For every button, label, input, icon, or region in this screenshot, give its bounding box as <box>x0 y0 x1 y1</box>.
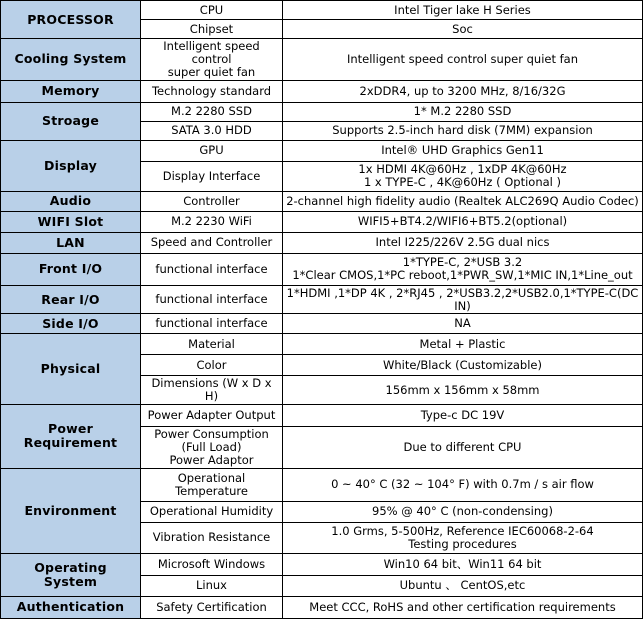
value-cell <box>283 161 643 191</box>
item-cell: Speed and Controller <box>141 232 283 253</box>
text-line: Testing procedures <box>408 536 517 551</box>
text-line: System <box>43 573 98 589</box>
value-cell: 95% @ 40° C (non-condensing) <box>283 501 643 522</box>
text-line: Temperature <box>175 483 248 498</box>
item-cell: M.2 2280 SSD <box>141 102 283 121</box>
item-cell: Technology standard <box>141 80 283 102</box>
text-line: Power <box>48 421 93 437</box>
item-cell: Vibration Resistance <box>141 522 283 553</box>
text-line: Requirement <box>23 435 118 451</box>
value-cell: WIFI5+BT4.2/WIFI6+BT5.2(optional) <box>283 211 643 232</box>
item-cell: GPU <box>141 140 283 161</box>
category-cell: Audio <box>1 191 141 211</box>
item-cell: Dimensions (W x D x H) <box>141 376 283 405</box>
table-row <box>1 253 643 285</box>
category-cell: Cooling System <box>1 39 141 81</box>
category-cell: Side I/O <box>1 314 141 334</box>
text-line: Intelligent speed control <box>163 39 260 66</box>
item-cell: functional interface <box>141 314 283 334</box>
specification-table-body <box>1 1 643 619</box>
value-cell: 2xDDR4, up to 3200 MHz, 8/16/32G <box>283 80 643 102</box>
text-line: 1x HDMI 4K@60Hz , 1xDP 4K@60Hz <box>358 162 567 177</box>
value-cell <box>283 253 643 285</box>
value-cell: Intel I225/226V 2.5G dual nics <box>283 232 643 253</box>
category-cell: PROCESSOR <box>1 1 141 39</box>
value-cell: 0 ~ 40° C (32 ~ 104° F) with 0.7m / s air flow <box>283 468 643 501</box>
text-line: (Full Load) <box>181 440 242 454</box>
value-cell: Metal + Plastic <box>283 334 643 355</box>
value-cell: White/Black (Customizable) <box>283 355 643 376</box>
text-line: Operating <box>34 559 107 575</box>
value-cell: Meet CCC, RoHS and other certification requirements <box>283 596 643 618</box>
item-cell: Controller <box>141 191 283 211</box>
item-cell: CPU <box>141 1 283 20</box>
item-cell: functional interface <box>141 285 283 314</box>
category-cell <box>1 405 141 469</box>
table-row <box>1 553 643 575</box>
category-cell: Memory <box>1 80 141 102</box>
value-cell <box>283 522 643 553</box>
item-cell: Operational Humidity <box>141 501 283 522</box>
table-row <box>1 80 643 102</box>
value-cell: NA <box>283 314 643 334</box>
category-cell: Front I/O <box>1 253 141 285</box>
value-cell: Supports 2.5-inch hard disk (7MM) expansion <box>283 121 643 140</box>
item-cell: functional interface <box>141 253 283 285</box>
text-line: 1*TYPE-C, 2*USB 3.2 <box>402 255 523 270</box>
category-cell: Rear I/O <box>1 285 141 314</box>
table-row <box>1 102 643 121</box>
item-cell: Chipset <box>141 20 283 39</box>
value-cell: Type-c DC 19V <box>283 405 643 427</box>
table-row <box>1 1 643 20</box>
item-cell: Linux <box>141 575 283 596</box>
table-row <box>1 285 643 314</box>
value-cell: Intel® UHD Graphics Gen11 <box>283 140 643 161</box>
category-cell: Display <box>1 140 141 191</box>
item-cell <box>141 427 283 469</box>
text-line: Power Consumption <box>154 427 269 442</box>
value-cell: 156mm x 156mm x 58mm <box>283 376 643 405</box>
item-cell: Safety Certification <box>141 596 283 618</box>
table-row <box>1 334 643 355</box>
text-line: super quiet fan <box>167 64 256 79</box>
value-cell: Due to different CPU <box>283 427 643 469</box>
table-row <box>1 405 643 427</box>
item-cell: Microsoft Windows <box>141 553 283 575</box>
item-cell: Color <box>141 355 283 376</box>
table-row <box>1 211 643 232</box>
text-line: 1 x TYPE-C , 4K@60Hz ( Optional ) <box>363 175 562 190</box>
value-cell: 1* M.2 2280 SSD <box>283 102 643 121</box>
table-row <box>1 191 643 211</box>
table-row <box>1 314 643 334</box>
text-line: Power Adaptor <box>169 452 254 467</box>
item-cell <box>141 468 283 501</box>
value-cell: Intel Tiger lake H Series <box>283 1 643 20</box>
item-cell: M.2 2230 WiFi <box>141 211 283 232</box>
table-row <box>1 468 643 501</box>
value-cell: Win10 64 bit、Win11 64 bit <box>283 553 643 575</box>
item-cell: Power Adapter Output <box>141 405 283 427</box>
value-cell: 2-channel high fidelity audio (Realtek ALC269Q Audio Codec) <box>283 191 643 211</box>
text-line: 1*Clear CMOS,1*PC reboot,1*PWR_SW,1*MIC IN,1*Line_out <box>292 268 633 283</box>
text-line: 1.0 Grms, 5-500Hz, Reference IEC60068-2-64 <box>331 523 594 538</box>
value-cell: Intelligent speed control super quiet fan <box>283 39 643 81</box>
value-cell: Soc <box>283 20 643 39</box>
category-cell: Stroage <box>1 102 141 140</box>
table-row <box>1 39 643 81</box>
category-cell <box>1 553 141 596</box>
item-cell <box>141 39 283 81</box>
item-cell: Material <box>141 334 283 355</box>
category-cell: LAN <box>1 232 141 253</box>
value-cell: 1*HDMI ,1*DP 4K , 2*RJ45 , 2*USB3.2,2*USB2.0,1*TYPE-C(DC IN) <box>283 285 643 314</box>
category-cell: Physical <box>1 334 141 405</box>
table-row <box>1 232 643 253</box>
category-cell: WIFI Slot <box>1 211 141 232</box>
category-cell: Authentication <box>1 596 141 618</box>
value-cell: Ubuntu 、 CentOS,etc <box>283 575 643 596</box>
text-line: Operational <box>177 470 246 485</box>
item-cell: Display Interface <box>141 161 283 191</box>
item-cell: SATA 3.0 HDD <box>141 121 283 140</box>
table-row <box>1 596 643 618</box>
category-cell: Environment <box>1 468 141 553</box>
table-row <box>1 140 643 161</box>
